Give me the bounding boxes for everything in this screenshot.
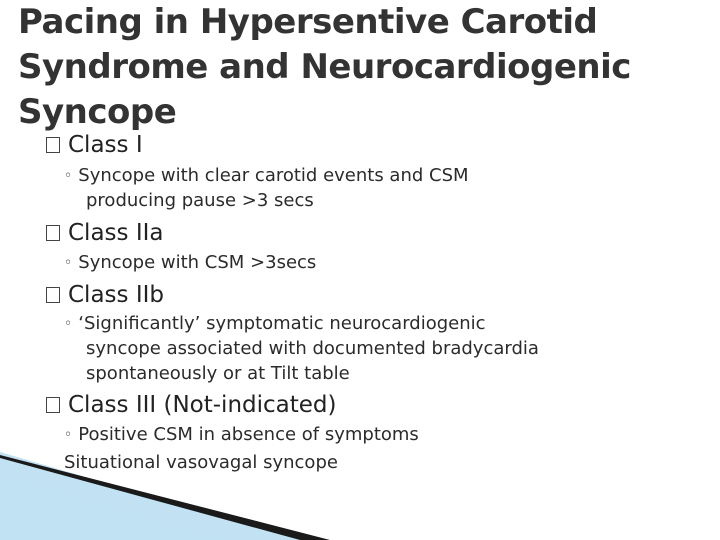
sub-bullet-class-i-line-2 <box>86 189 314 212</box>
bullet-label: Class IIb <box>68 282 164 308</box>
title-line-3: Syncope <box>18 92 177 132</box>
sub-bullet-class-i-line-1 <box>64 164 469 188</box>
circle-bullet-icon: ◦ <box>64 168 73 184</box>
sub-bullet-class-iib-line-1 <box>64 312 486 336</box>
title-line-1: Pacing in Hypersentive Carotid <box>18 2 598 42</box>
sub-bullet-text: syncope associated with documented bradycardia <box>86 338 539 359</box>
square-bullet-icon <box>46 225 60 241</box>
trailing-text: Situational vasovagal syncope <box>64 452 338 473</box>
sub-bullet-text: ‘Significantly’ symptomatic neurocardiogenic <box>78 313 486 334</box>
bullet-class-iia <box>46 219 163 247</box>
sub-bullet-text: Syncope with CSM >3secs <box>78 252 317 273</box>
circle-bullet-icon: ◦ <box>64 316 73 332</box>
ribbon-light-band <box>0 470 230 540</box>
sub-bullet-text: spontaneously or at Tilt table <box>86 363 350 384</box>
sub-bullet-class-iib-line-2 <box>86 337 539 360</box>
bullet-class-iii <box>46 391 337 419</box>
sub-bullet-text: producing pause >3 secs <box>86 190 314 211</box>
bullet-class-i <box>46 131 143 159</box>
circle-bullet-icon: ◦ <box>64 427 73 443</box>
title-line-2: Syndrome and Neurocardiogenic <box>18 47 631 87</box>
bullet-label: Class IIa <box>68 220 164 246</box>
sub-bullet-class-iii-line-1 <box>64 423 419 447</box>
sub-bullet-text: Positive CSM in absence of symptoms <box>78 424 419 445</box>
square-bullet-icon <box>46 397 60 413</box>
sub-bullet-class-iia-line-1 <box>64 251 316 275</box>
sub-bullet-class-iib-line-3 <box>86 362 350 385</box>
square-bullet-icon <box>46 287 60 303</box>
slide-title <box>18 0 708 135</box>
square-bullet-icon <box>46 137 60 153</box>
sub-bullet-text: Syncope with clear carotid events and CSM <box>78 165 469 186</box>
circle-bullet-icon: ◦ <box>64 255 73 271</box>
bullet-class-iib <box>46 281 164 309</box>
bullet-label: Class III (Not-indicated) <box>68 392 337 418</box>
bullet-label: Class I <box>68 132 143 158</box>
